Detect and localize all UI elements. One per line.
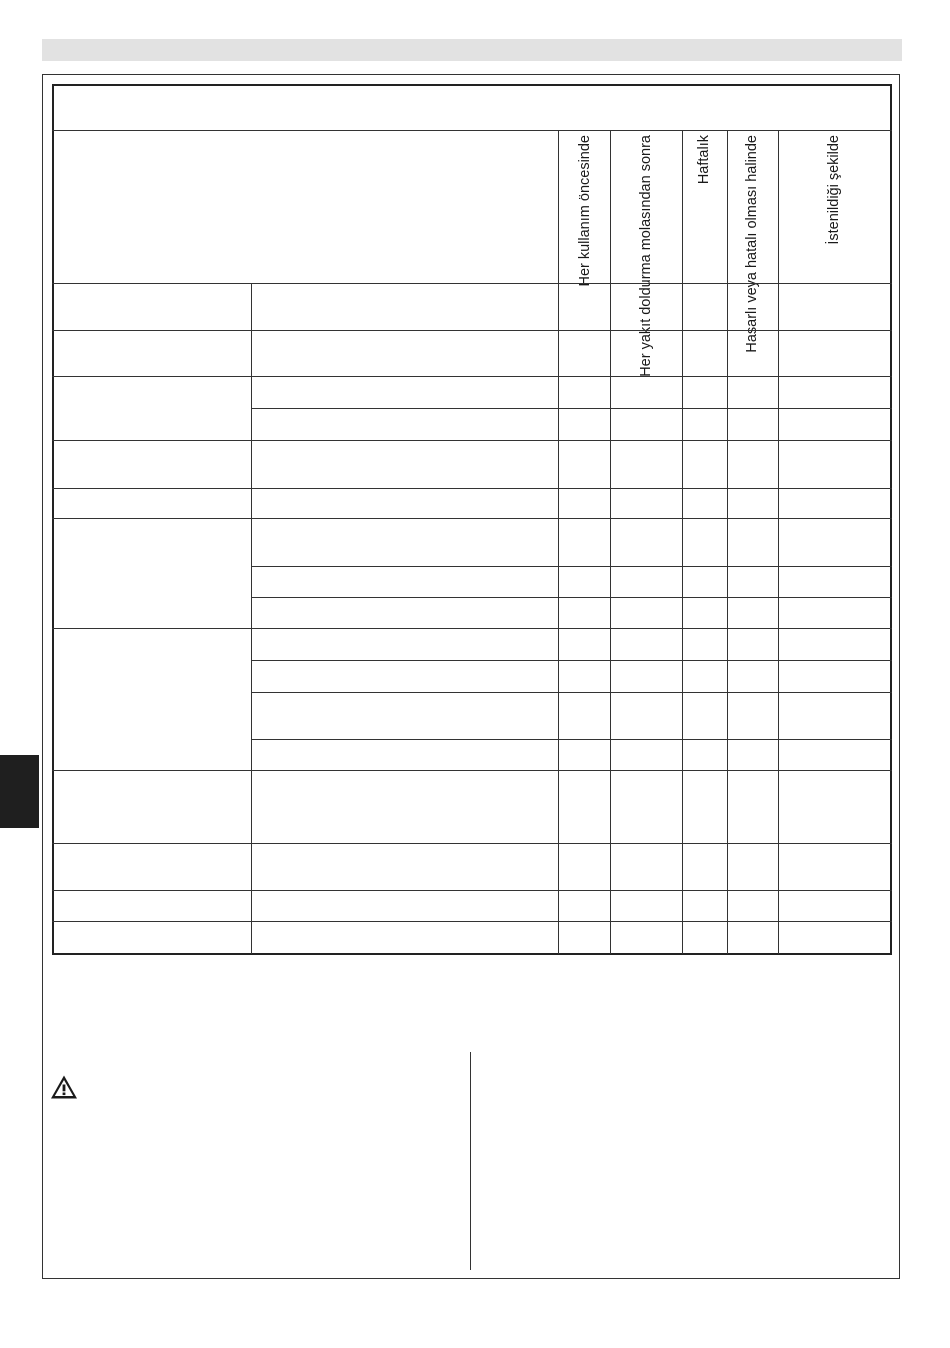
table-row-border <box>251 408 892 409</box>
table-column-border <box>682 130 683 954</box>
table-column-border <box>610 130 611 954</box>
table-row-border <box>52 843 892 844</box>
table-row-border <box>52 440 892 441</box>
header-label: Haftalık <box>696 135 712 185</box>
table-row-border <box>52 890 892 891</box>
table-row-border <box>251 660 892 661</box>
header-label: İstenildiği şekilde <box>826 135 842 245</box>
table-column-border <box>558 130 559 954</box>
table-row-border <box>52 488 892 489</box>
header-cell-before-each-use <box>560 135 610 287</box>
header-cell-after-refuel <box>610 135 682 377</box>
table-row-border <box>251 566 892 567</box>
column-divider <box>470 1052 471 1270</box>
table-row-border <box>52 330 892 331</box>
table-column-border <box>727 130 728 954</box>
table-column-border <box>251 283 252 954</box>
header-bar <box>42 39 902 61</box>
table-row-border <box>251 692 892 693</box>
table-row-border <box>251 739 892 740</box>
header-label: Hasarlı veya hatalı olması halinde <box>744 135 760 353</box>
table-row-border <box>52 770 892 771</box>
table-row-border <box>52 921 892 922</box>
header-cell-as-needed <box>778 135 891 278</box>
section-tab-marker <box>0 755 39 828</box>
header-cell-weekly <box>682 135 727 278</box>
table-column-border <box>778 130 779 954</box>
warning-triangle-icon <box>50 1074 78 1100</box>
table-row-border <box>52 376 892 377</box>
table-row-border <box>52 130 892 131</box>
header-label: Her yakıt doldurma molasından sonra <box>637 135 654 377</box>
table-row-border <box>52 628 892 629</box>
header-cell-if-damaged <box>727 135 778 353</box>
table-row-border <box>52 518 892 519</box>
table-row-border <box>251 597 892 598</box>
table-row-border <box>52 283 892 284</box>
header-label: Her kullanım öncesinde <box>576 135 593 287</box>
